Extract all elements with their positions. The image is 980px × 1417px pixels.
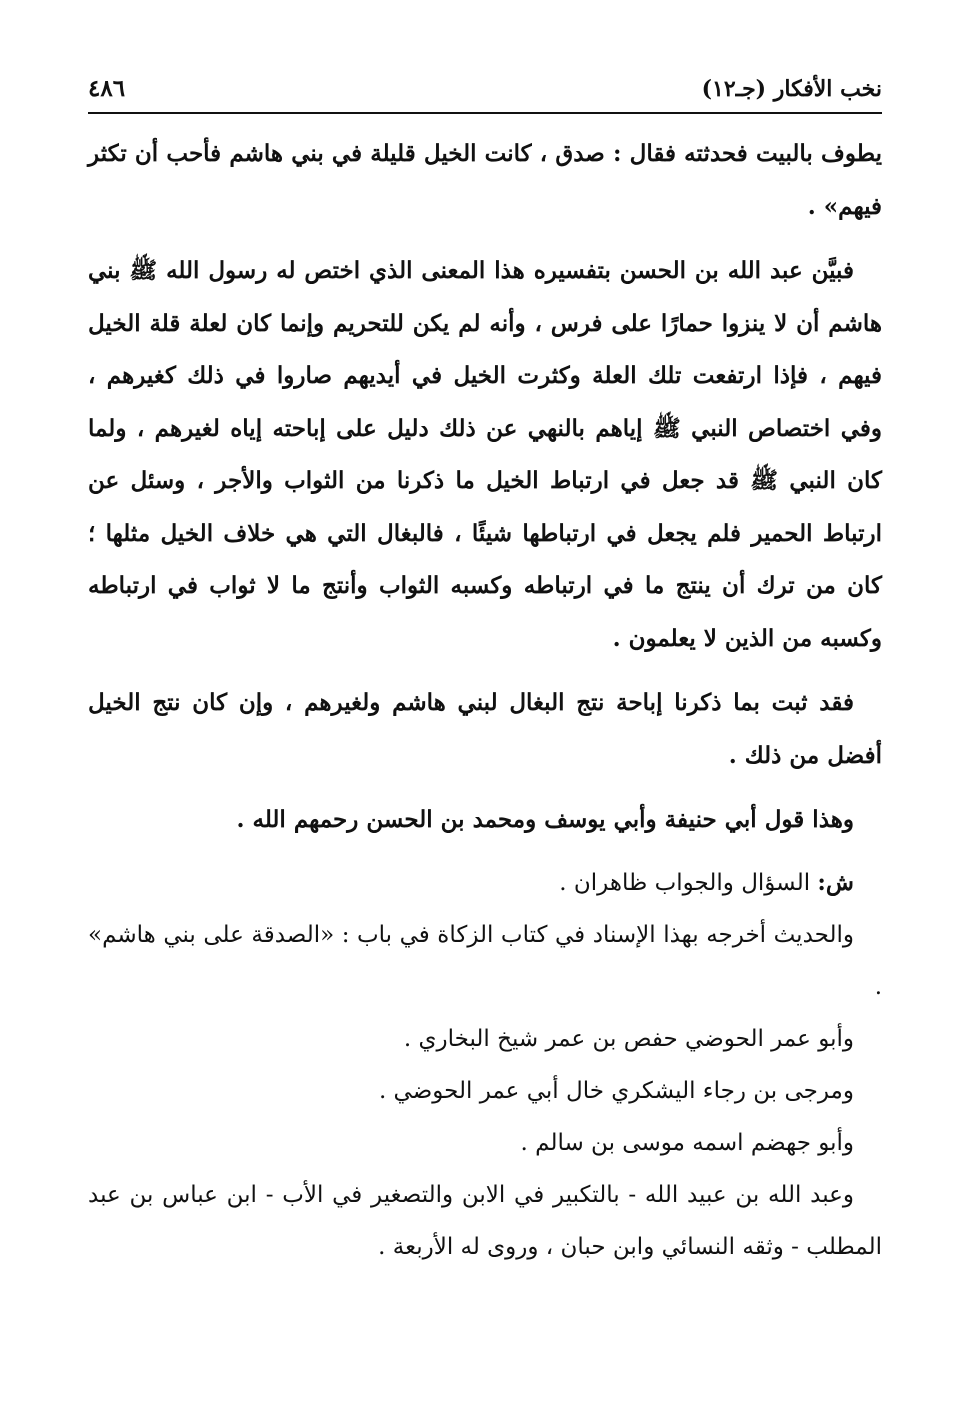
note-narrator-murajja: ومرجى بن رجاء اليشكري خال أبي عمر الحوضي . bbox=[378, 1077, 854, 1104]
body-text bbox=[88, 128, 882, 1273]
commentary-text: السؤال والجواب ظاهران . bbox=[559, 869, 811, 896]
commentary-label: ش: bbox=[817, 868, 854, 896]
note-narrator-abdullah: وعبد الله بن عبيد الله - بالتكبير في الابن والتصغير في الأب - ابن عباس بن عبد المطلب - وثقه النسائي وابن حبان ، وروى له الأربعة . bbox=[88, 1181, 882, 1260]
spacer bbox=[88, 847, 882, 857]
note-narrator-abu-jahdam: وأبو جهضم اسمه موسى بن سالم . bbox=[520, 1129, 854, 1156]
book-page bbox=[88, 72, 882, 1377]
note-narrator-hafs: وأبو عمر الحوضي حفص بن عمر شيخ البخاري . bbox=[403, 1025, 854, 1052]
paragraph-conclusion: فقد ثبت بما ذكرنا إباحة نتج البغال لبني هاشم ولغيرهم ، وإن كان نتج الخيل أفضل من ذلك . bbox=[88, 689, 882, 769]
running-title: نخب الأفكار (جـ١٢) bbox=[701, 76, 882, 102]
note-hadith-source: والحديث أخرجه بهذا الإسناد في كتاب الزكاة في باب : «الصدقة على بني هاشم» . bbox=[88, 921, 882, 1000]
paragraph-explanation: فبيَّن عبد الله بن الحسن بتفسيره هذا المعنى الذي اختص له رسول الله ﷺ بني هاشم أن لا ينزوا حمارًا على فرس ، وأنه لم يكن للتحريم وإنما كان لعلة قلة الخيل فيهم ، فإذا ارتفعت تلك العلة وكثرت الخيل في أيديهم صاروا في ذلك كغيرهم ، وفي اختصاص النبي ﷺ إياهم بالنهي عن ذلك دليل على إباحته إياه لغيرهم ، ولما كان النبي ﷺ قد جعل في ارتباط الخيل ما ذكرنا من الثواب والأجر ، وسئل عن ارتباط الحمير فلم يجعل في ارتباطها شيئًا ، فالبغال التي هي خلاف الخيل مثلها ؛ كان من ترك أن ينتج ما في ارتباطه وكسبه الثواب وأنتج ما لا ثواب في ارتباطه وكسبه من الذين لا يعلمون . bbox=[88, 257, 882, 652]
paragraph-continuation: يطوف بالبيت فحدثته فقال : صدق ، كانت الخيل قليلة في بني هاشم فأحب أن تكثر فيهم» . bbox=[88, 140, 882, 220]
commentary-line bbox=[88, 857, 882, 909]
page-number: ٤٨٦ bbox=[88, 75, 126, 102]
paragraph-madhhab-opinion: وهذا قول أبي حنيفة وأبي يوسف ومحمد بن الحسن رحمهم الله . bbox=[236, 806, 854, 833]
running-header bbox=[88, 72, 882, 114]
